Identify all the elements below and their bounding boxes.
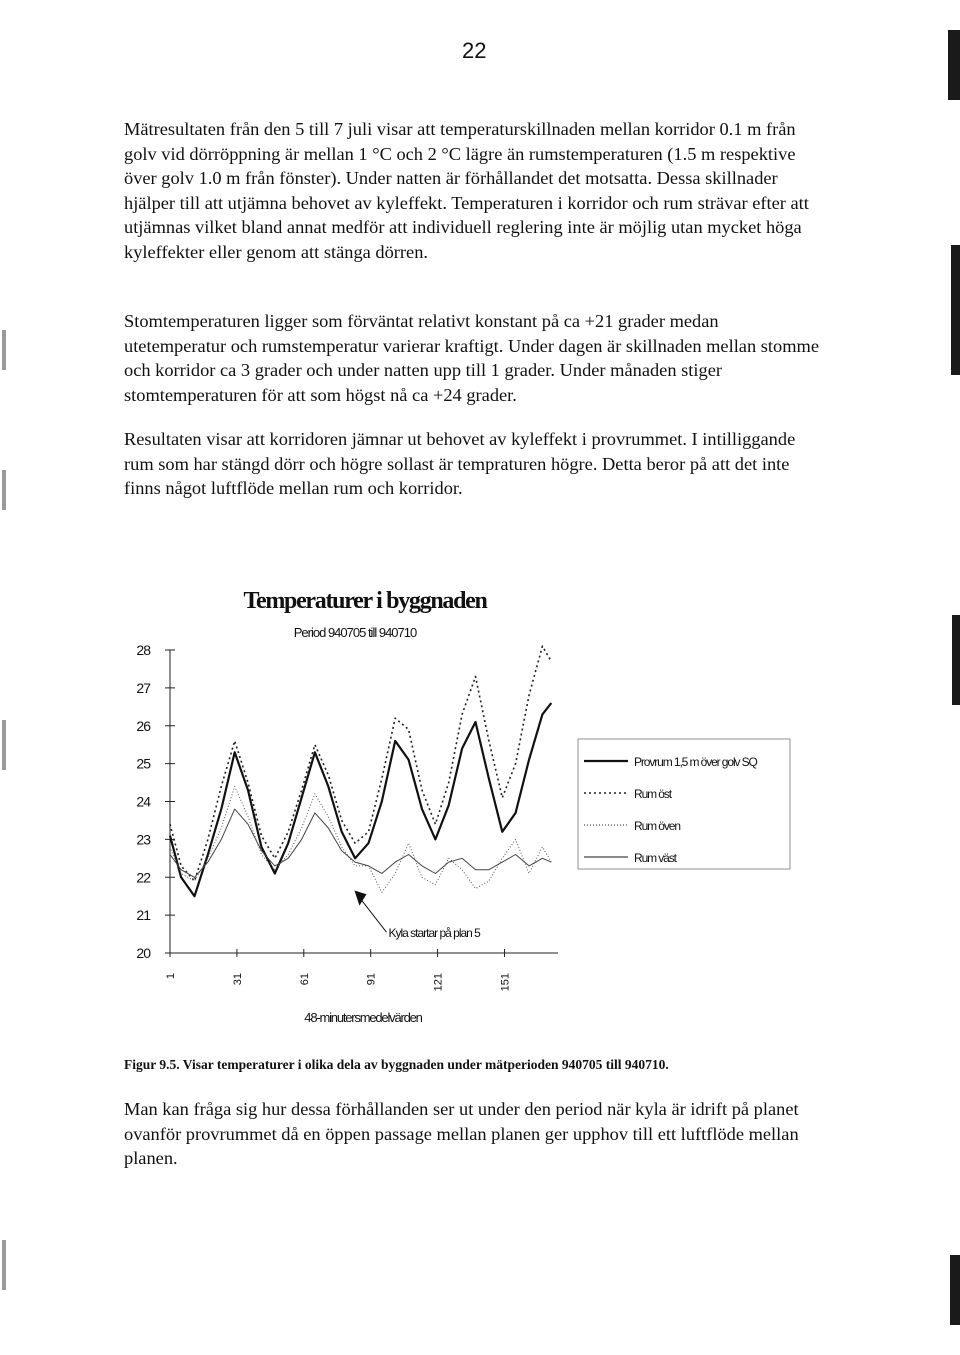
annotation-arrow-line xyxy=(358,896,386,932)
chart-axes xyxy=(136,642,558,991)
x-tick-label: 91 xyxy=(365,973,378,986)
legend-label-1: Provrum 1,5 m över golv SQ xyxy=(634,755,757,769)
scan-edge-mark xyxy=(952,615,960,705)
paragraph-text: Man kan fråga sig hur dessa förhållanden ser ut under den period när kyla är idrift på planet ovanför provrummet då en öppen passage mellan planen ger upphov till ett luftflöde mellan planen. xyxy=(124,1099,799,1169)
x-tick-label: 1 xyxy=(165,973,177,980)
temperature-chart xyxy=(110,575,810,1045)
paragraph-frame-temperature xyxy=(124,309,824,407)
paragraph-text: Stomtemperaturen ligger som förväntat relativt konstant på ca +21 grader medan utetemperatur och rumstemperatur varierar kraftigt. Under dagen är skillnaden mellan stomme och korridor ca 3 grader och under natten upp till 1 grader. Under månaden stiger stomtemperaturen för att som högst nå ca +24 grader. xyxy=(124,311,820,405)
chart-title: Temperaturer i byggnaden xyxy=(243,588,487,614)
legend-label-4: Rum väst xyxy=(634,851,676,865)
y-tick-label: 22 xyxy=(136,869,150,886)
series-line-2 xyxy=(170,646,551,881)
figure-caption: Figur 9.5. Visar temperaturer i olika dela av byggnaden under mätperioden 940705 till 940710. xyxy=(124,1057,669,1072)
scan-edge-mark xyxy=(2,330,6,370)
paragraph-text: Mätresultaten från den 5 till 7 juli visar att temperaturskillnaden mellan korridor 0.1 m från golv vid dörröppning är mellan 1 °C och 2 °C lägre än rumstemperaturen (1.5 m respektive över golv 1.0 m från fönster). Under natten är förhållandet det motsatta. Dessa skillnader hjälper till att utjämna behovet av kyleffekt. Temperaturen i korridor och rum strävar efter att utjämnas vilket bland annat medför att individuell reglering inte är möjlig utan mycket höga kyleffekter eller genom att stänga dörren. xyxy=(124,119,809,262)
scan-edge-mark xyxy=(2,720,6,770)
legend-label-3: Rum öven xyxy=(634,819,680,833)
y-tick-label: 26 xyxy=(136,717,150,734)
chart-legend xyxy=(578,739,790,869)
chart-subtitle: Period 940705 till 940710 xyxy=(293,625,417,640)
y-tick-label: 24 xyxy=(136,793,150,810)
paragraph-text: Resultaten visar att korridoren jämnar ut behovet av kyleffekt i provrummet. I intilliggande rum som har stängd dörr och högre sollast är tempraturen högre. Detta beror på att det inte finns något luftflöde mellan rum och korridor. xyxy=(124,429,796,499)
x-tick-label: 31 xyxy=(231,973,244,986)
page-number: 22 xyxy=(462,38,487,63)
paragraph-question xyxy=(124,1097,824,1171)
chart-annotation-group xyxy=(354,891,481,941)
annotation-label: Kyla startar på plan 5 xyxy=(388,926,480,941)
x-tick-label: 61 xyxy=(298,973,311,986)
y-tick-label: 27 xyxy=(136,679,150,696)
legend-label-2: Rum öst xyxy=(634,787,671,801)
paragraph-results xyxy=(124,117,824,265)
x-tick-label: 151 xyxy=(499,973,512,992)
chart-series xyxy=(170,646,551,896)
scan-edge-mark xyxy=(950,1255,960,1325)
x-tick-label: 121 xyxy=(432,973,445,992)
scan-edge-mark xyxy=(948,30,960,100)
y-tick-label: 23 xyxy=(136,831,150,848)
paragraph-conclusion xyxy=(124,427,824,501)
x-axis-label: 48-minutersmedelvärden xyxy=(304,1010,422,1025)
y-tick-label: 20 xyxy=(136,945,150,961)
scan-edge-mark xyxy=(951,245,960,375)
y-tick-label: 25 xyxy=(136,755,150,772)
scan-edge-mark xyxy=(2,1240,6,1290)
y-tick-label: 21 xyxy=(136,907,150,924)
scan-edge-mark xyxy=(2,470,6,510)
y-tick-label: 28 xyxy=(136,642,150,658)
series-line-4 xyxy=(170,809,551,877)
